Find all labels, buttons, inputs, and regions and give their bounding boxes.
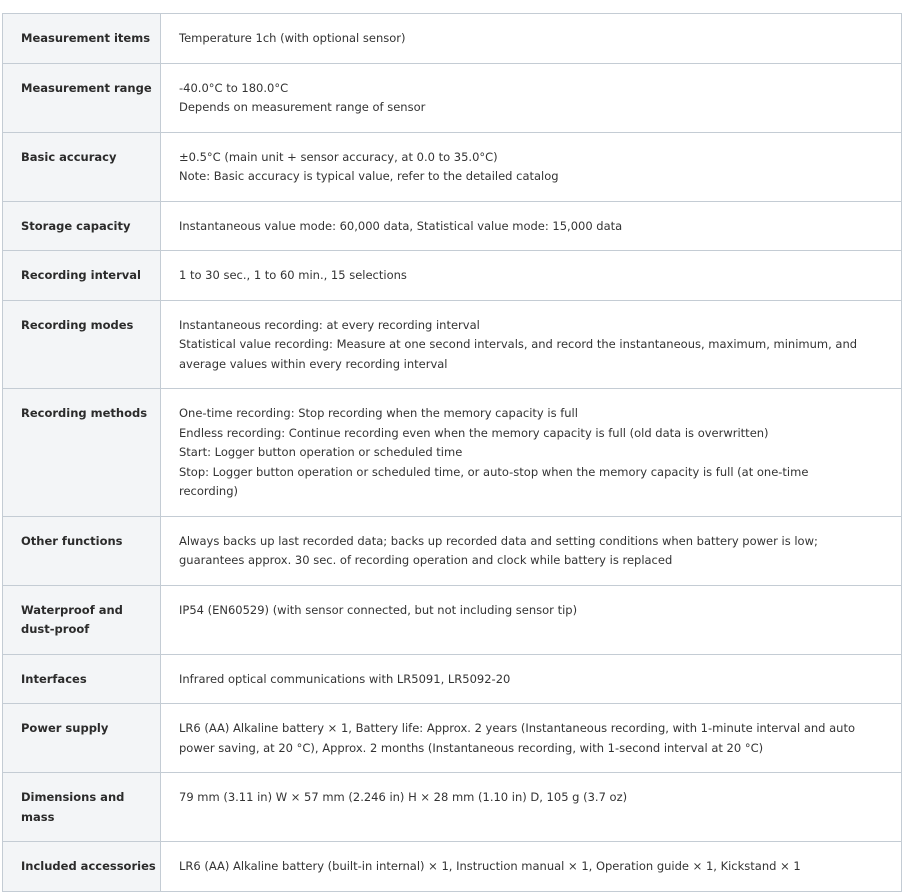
- spec-value: [161, 773, 902, 842]
- spec-value: [161, 14, 902, 64]
- spec-value-line: Note: Basic accuracy is typical value, refer to the detailed catalog: [179, 169, 559, 183]
- spec-value-line: Depends on measurement range of sensor: [179, 100, 426, 114]
- spec-label: Measurement items: [3, 14, 161, 64]
- spec-label: Power supply: [3, 704, 161, 773]
- specifications-table-body: [3, 14, 902, 892]
- spec-value-line: Instantaneous value mode: 60,000 data, Statistical value mode: 15,000 data: [179, 218, 623, 233]
- spec-value-line: ±0.5°C (main unit + sensor accuracy, at 0.0 to 35.0°C): [179, 149, 498, 164]
- spec-row: [3, 704, 902, 773]
- spec-label: Basic accuracy: [3, 132, 161, 201]
- spec-row: [3, 389, 902, 517]
- spec-value-line: LR6 (AA) Alkaline battery (built-in internal) × 1, Instruction manual × 1, Operation guide × 1, Kickstand × 1: [179, 859, 801, 873]
- spec-row: [3, 773, 902, 842]
- spec-value-line: -40.0°C to 180.0°C: [179, 80, 289, 95]
- spec-label: Measurement range: [3, 63, 161, 132]
- spec-row: [3, 201, 902, 251]
- spec-row: [3, 14, 902, 64]
- spec-row: [3, 585, 902, 654]
- spec-label: Waterproof and dust-proof: [3, 585, 161, 654]
- specifications-table: [2, 13, 902, 892]
- spec-row: [3, 251, 902, 301]
- spec-value-line: Temperature 1ch (with optional sensor): [179, 31, 406, 45]
- spec-value-line: 79 mm (3.11 in) W × 57 mm (2.246 in) H × 28 mm (1.10 in) D, 105 g (3.7 oz): [179, 790, 628, 804]
- spec-label: Recording methods: [3, 389, 161, 517]
- spec-value: [161, 516, 902, 585]
- spec-value: [161, 201, 902, 251]
- spec-value: [161, 704, 902, 773]
- spec-row: [3, 516, 902, 585]
- spec-value: [161, 389, 902, 517]
- spec-value-line: Infrared optical communications with LR5091, LR5092-20: [179, 671, 511, 686]
- spec-row: [3, 63, 902, 132]
- spec-value-line: LR6 (AA) Alkaline battery × 1, Battery life: Approx. 2 years (Instantaneous recording, with 1-minute interval and auto power saving, at 20 °C), Approx. 2 months (Instantaneous recording, with 1-second interval at 20 °C): [179, 721, 855, 755]
- spec-value: [161, 251, 902, 301]
- spec-value-line: Always backs up last recorded data; backs up recorded data and setting conditions when battery power is low; guarantees approx. 30 sec. of recording operation and clock while battery is replaced: [179, 533, 818, 567]
- spec-label: Recording interval: [3, 251, 161, 301]
- spec-value-line: Instantaneous recording: at every recording interval: [179, 317, 480, 332]
- spec-label: Recording modes: [3, 300, 161, 389]
- spec-row: [3, 842, 902, 892]
- spec-label: Dimensions and mass: [3, 773, 161, 842]
- spec-value-line: Stop: Logger button operation or scheduled time, or auto-stop when the memory capacity is full (at one-time recording): [179, 464, 809, 498]
- spec-value: [161, 585, 902, 654]
- spec-value-line: Start: Logger button operation or scheduled time: [179, 445, 463, 459]
- spec-value: [161, 842, 902, 892]
- spec-row: [3, 300, 902, 389]
- spec-row: [3, 654, 902, 704]
- spec-value: [161, 654, 902, 704]
- spec-value-line: Endless recording: Continue recording even when the memory capacity is full (old data is overwritten): [179, 425, 769, 440]
- spec-value-line: One-time recording: Stop recording when the memory capacity is full: [179, 406, 578, 420]
- spec-value-line: Statistical value recording: Measure at one second intervals, and record the instantaneous, maximum, minimum, and average values within every recording interval: [179, 337, 858, 371]
- spec-row: [3, 132, 902, 201]
- spec-value: [161, 132, 902, 201]
- spec-value: [161, 300, 902, 389]
- spec-label: Other functions: [3, 516, 161, 585]
- spec-label: Included accessories: [3, 842, 161, 892]
- spec-label: Storage capacity: [3, 201, 161, 251]
- spec-value-line: 1 to 30 sec., 1 to 60 min., 15 selections: [179, 268, 407, 282]
- spec-label: Interfaces: [3, 654, 161, 704]
- spec-value: [161, 63, 902, 132]
- spec-value-line: IP54 (EN60529) (with sensor connected, but not including sensor tip): [179, 602, 578, 617]
